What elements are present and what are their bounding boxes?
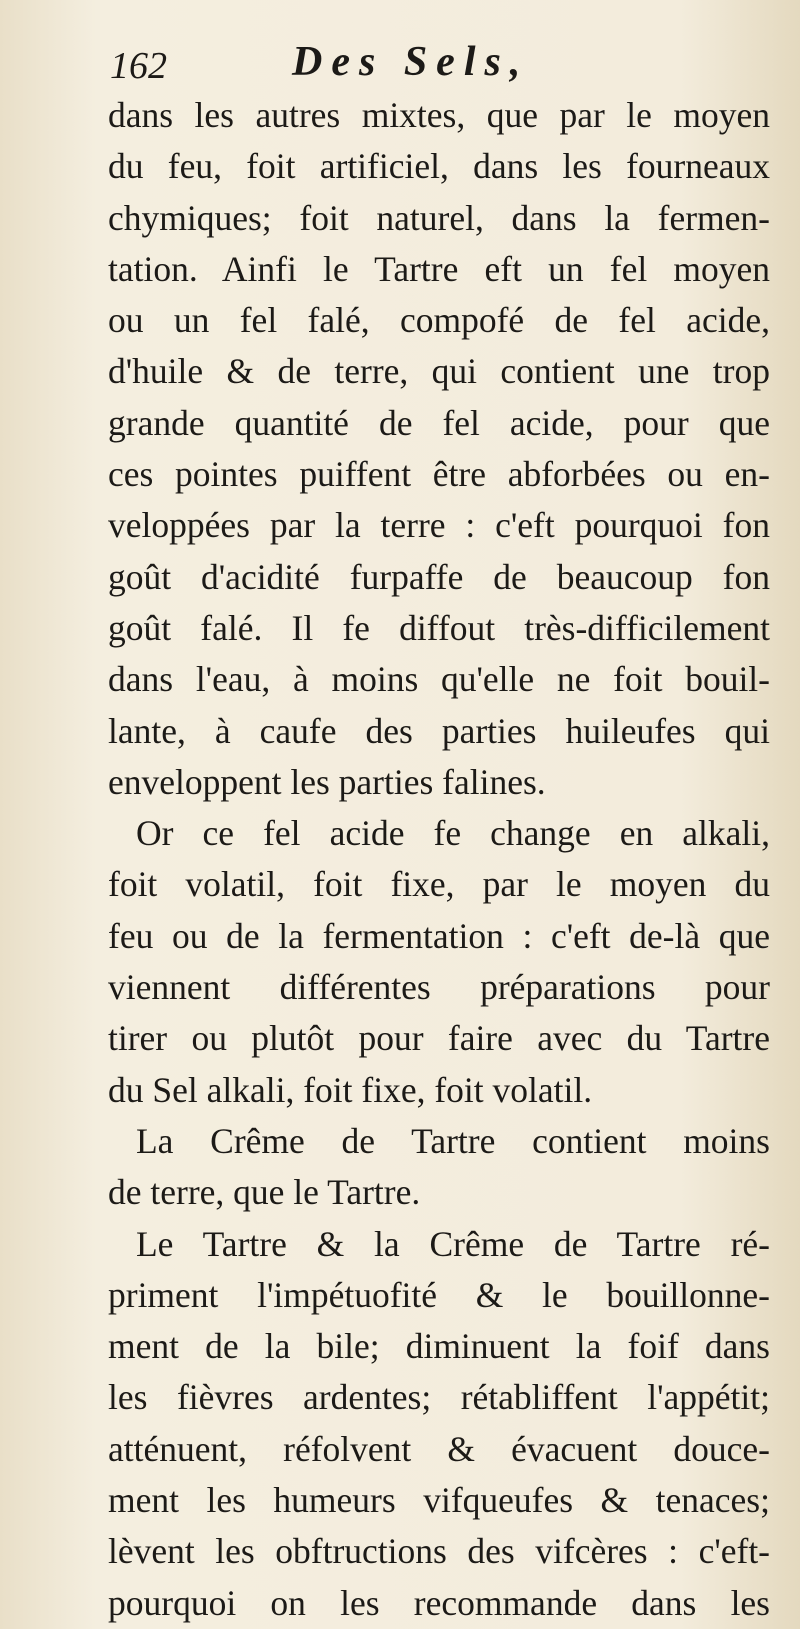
text-line: tation. Ainfi le Tartre eft un fel moyen <box>108 248 770 289</box>
text-line: pourquoi on les recommande dans les <box>108 1582 770 1623</box>
text-line: ces pointes puiffent être abforbées ou en- <box>108 454 770 495</box>
text-line: d'huile & de terre, qui contient une trop <box>108 351 770 392</box>
text-line: du Sel alkali, foit fixe, foit volatil. <box>108 1069 593 1110</box>
text-line: veloppées par la terre : c'eft pourquoi fon <box>108 505 770 546</box>
text-line: ment les humeurs vifqueufes & tenaces; <box>108 1480 770 1521</box>
body-text <box>108 90 770 1629</box>
text-line: priment l'impétuofité & le bouillonne- <box>108 1274 770 1315</box>
text-line: goût d'acidité furpaffe de beaucoup fon <box>108 556 770 597</box>
text-line: atténuent, réfolvent & évacuent douce- <box>108 1428 770 1469</box>
text-line: goût falé. Il fe diffout très-difficilement <box>108 607 770 648</box>
text-line: Or ce fel acide fe change en alkali, <box>136 813 770 854</box>
text-line: grande quantité de fel acide, pour que <box>108 402 770 443</box>
text-line: foit volatil, foit fixe, par le moyen du <box>108 864 770 905</box>
text-line: ou un fel falé, compofé de fel acide, <box>108 300 770 341</box>
text-line: chymiques; foit naturel, dans la fermen- <box>108 197 770 238</box>
page-header <box>110 38 750 96</box>
text-line: feu ou de la fermentation : c'eft de-là que <box>108 915 770 956</box>
text-line: lante, à caufe des parties huileufes qui <box>108 710 770 751</box>
text-line: enveloppent les parties falines. <box>108 761 546 802</box>
text-line: tirer ou plutôt pour faire avec du Tartre <box>108 1018 770 1059</box>
text-line: Le Tartre & la Crême de Tartre ré- <box>136 1223 770 1264</box>
text-line: dans l'eau, à moins qu'elle ne foit bouil- <box>108 659 770 700</box>
text-line: du feu, foit artificiel, dans les fourneaux <box>108 146 770 187</box>
text-line: ment de la bile; diminuent la foif dans <box>108 1326 770 1367</box>
text-line: lèvent les obftructions des vifcères : c'eft- <box>108 1531 770 1572</box>
text-line: La Crême de Tartre contient moins <box>136 1120 770 1161</box>
text-line: dans les autres mixtes, que par le moyen <box>108 95 770 135</box>
running-title: Des Sels, <box>292 39 530 85</box>
page-number: 162 <box>110 45 167 87</box>
text-line: de terre, que le Tartre. <box>108 1172 421 1213</box>
text-line: les fièvres ardentes; rétabliffent l'appétit; <box>108 1377 770 1418</box>
text-line: viennent différentes préparations pour <box>108 967 770 1008</box>
